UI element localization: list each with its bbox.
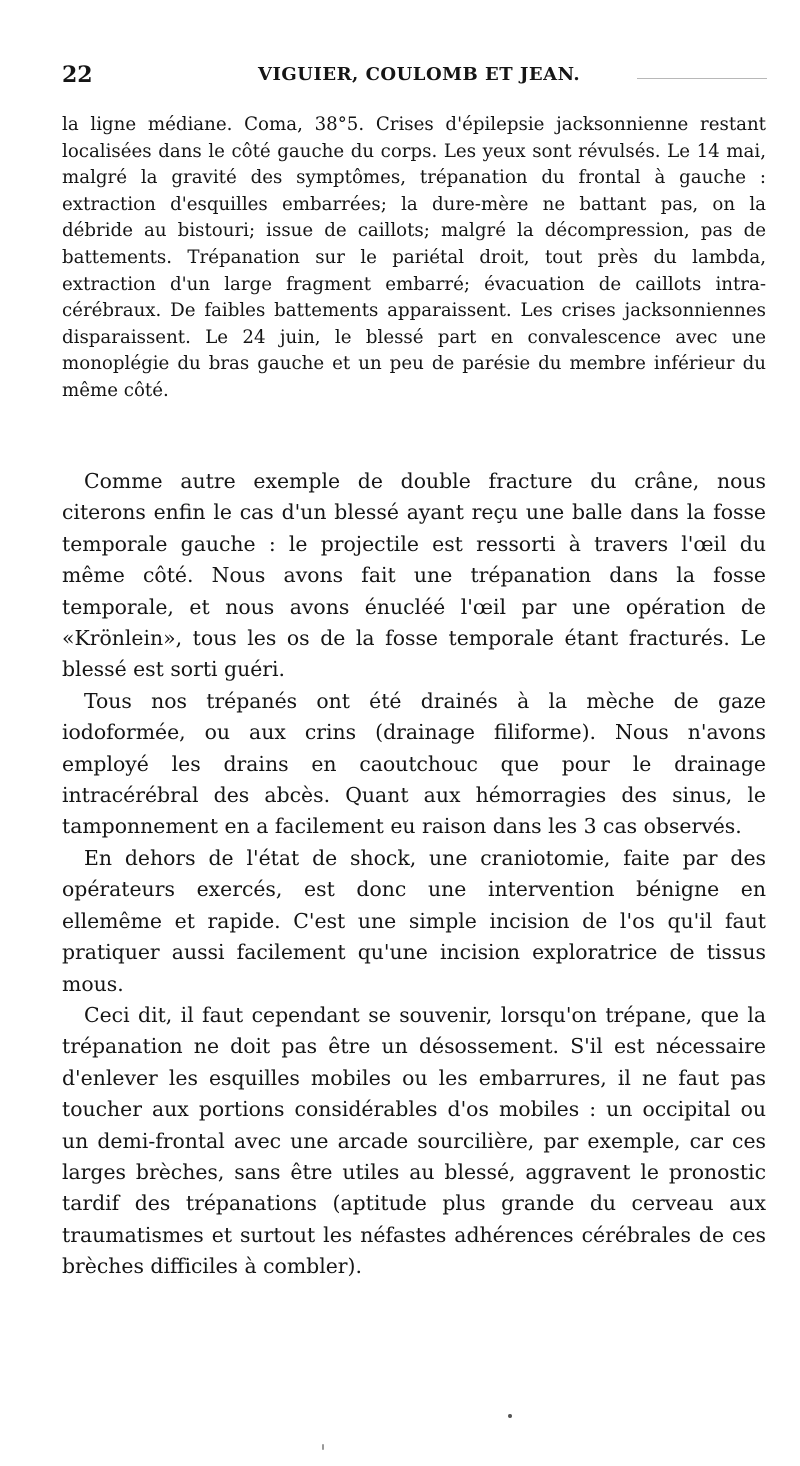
case-report-continuation [62, 112, 766, 405]
main-text [62, 466, 766, 1283]
small-paragraph: la ligne médiane. Coma, 38°5. Crises d'épilepsie jacksonnienne restant localisées dans le côté gauche du corps. Les yeux sont révulsés. Le 14 mai, malgré la gravité des symptômes, trépanation du frontal à gauche : extraction d'esquilles embarrées; la dure-mère ne battant pas, on la débride au bistouri; issue de caillots; malgré la décompression, pas de battements. Trépanation sur le pariétal droit, tout près du lambda, extraction d'un large fragment embarré; évacuation de caillots intra-cérébraux. De faibles battements apparaissent. Les crises jacksonniennes disparaissent. Le 24 juin, le blessé part en convalescence avec une monoplégie du bras gauche et un peu de parésie du membre inférieur du même côté. [62, 114, 766, 401]
paragraph-double-fracture: Comme autre exemple de double fracture du crâne, nous citerons enfin le cas d'un blessé ayant reçu une balle dans la fosse temporale gauche : le projectile est ressorti à travers l'œil du même côté. Nous avons fait une trépanation dans la fosse temporale, et nous avons énucléé l'œil par une opération de «Krönlein», tous les os de la fosse temporale étant fracturés. Le blessé est sorti guéri. [62, 469, 766, 682]
header-rule [637, 78, 767, 79]
running-head: VIGUIER, COULOMB ET JEAN. [258, 64, 581, 85]
page-number: 22 [62, 62, 93, 88]
ink-speck [322, 1444, 324, 1450]
paragraph-drainage: Tous nos trépanés ont été drainés à la mèche de gaze iodoformée, ou aux crins (drainage filiforme). Nous n'avons employé les drains en caoutchouc que pour le drainage intracérébral des abcès. Quant aux hémorragies des sinus, le tamponnement en a facilement eu raison dans les 3 cas observés. [62, 688, 766, 839]
ink-speck [508, 1414, 512, 1418]
page-header [62, 62, 766, 92]
paragraph-craniotomy: En dehors de l'état de shock, une craniotomie, faite par des opérateurs exercés, est donc une intervention bénigne en ellemême et rapide. C'est une simple incision de l'os qu'il faut pratiquer aussi facilement qu'une incision exploratrice de tissus mous. [62, 845, 766, 996]
paragraph-trepanation-caution: Ceci dit, il faut cependant se souvenir, lorsqu'on trépane, que la trépanation ne doit pas être un désossement. S'il est nécessaire d'enlever les esquilles mobiles ou les embarrures, il ne faut pas toucher aux portions considérables d'os mobiles : un occipital ou un demi-frontal avec une arcade sourcilière, par exemple, car ces larges brèches, sans être utiles au blessé, aggravent le pronostic tardif des trépanations (aptitude plus grande du cerveau aux traumatismes et surtout les néfastes adhérences cérébrales de ces brèches difficiles à combler). [62, 1002, 766, 1279]
